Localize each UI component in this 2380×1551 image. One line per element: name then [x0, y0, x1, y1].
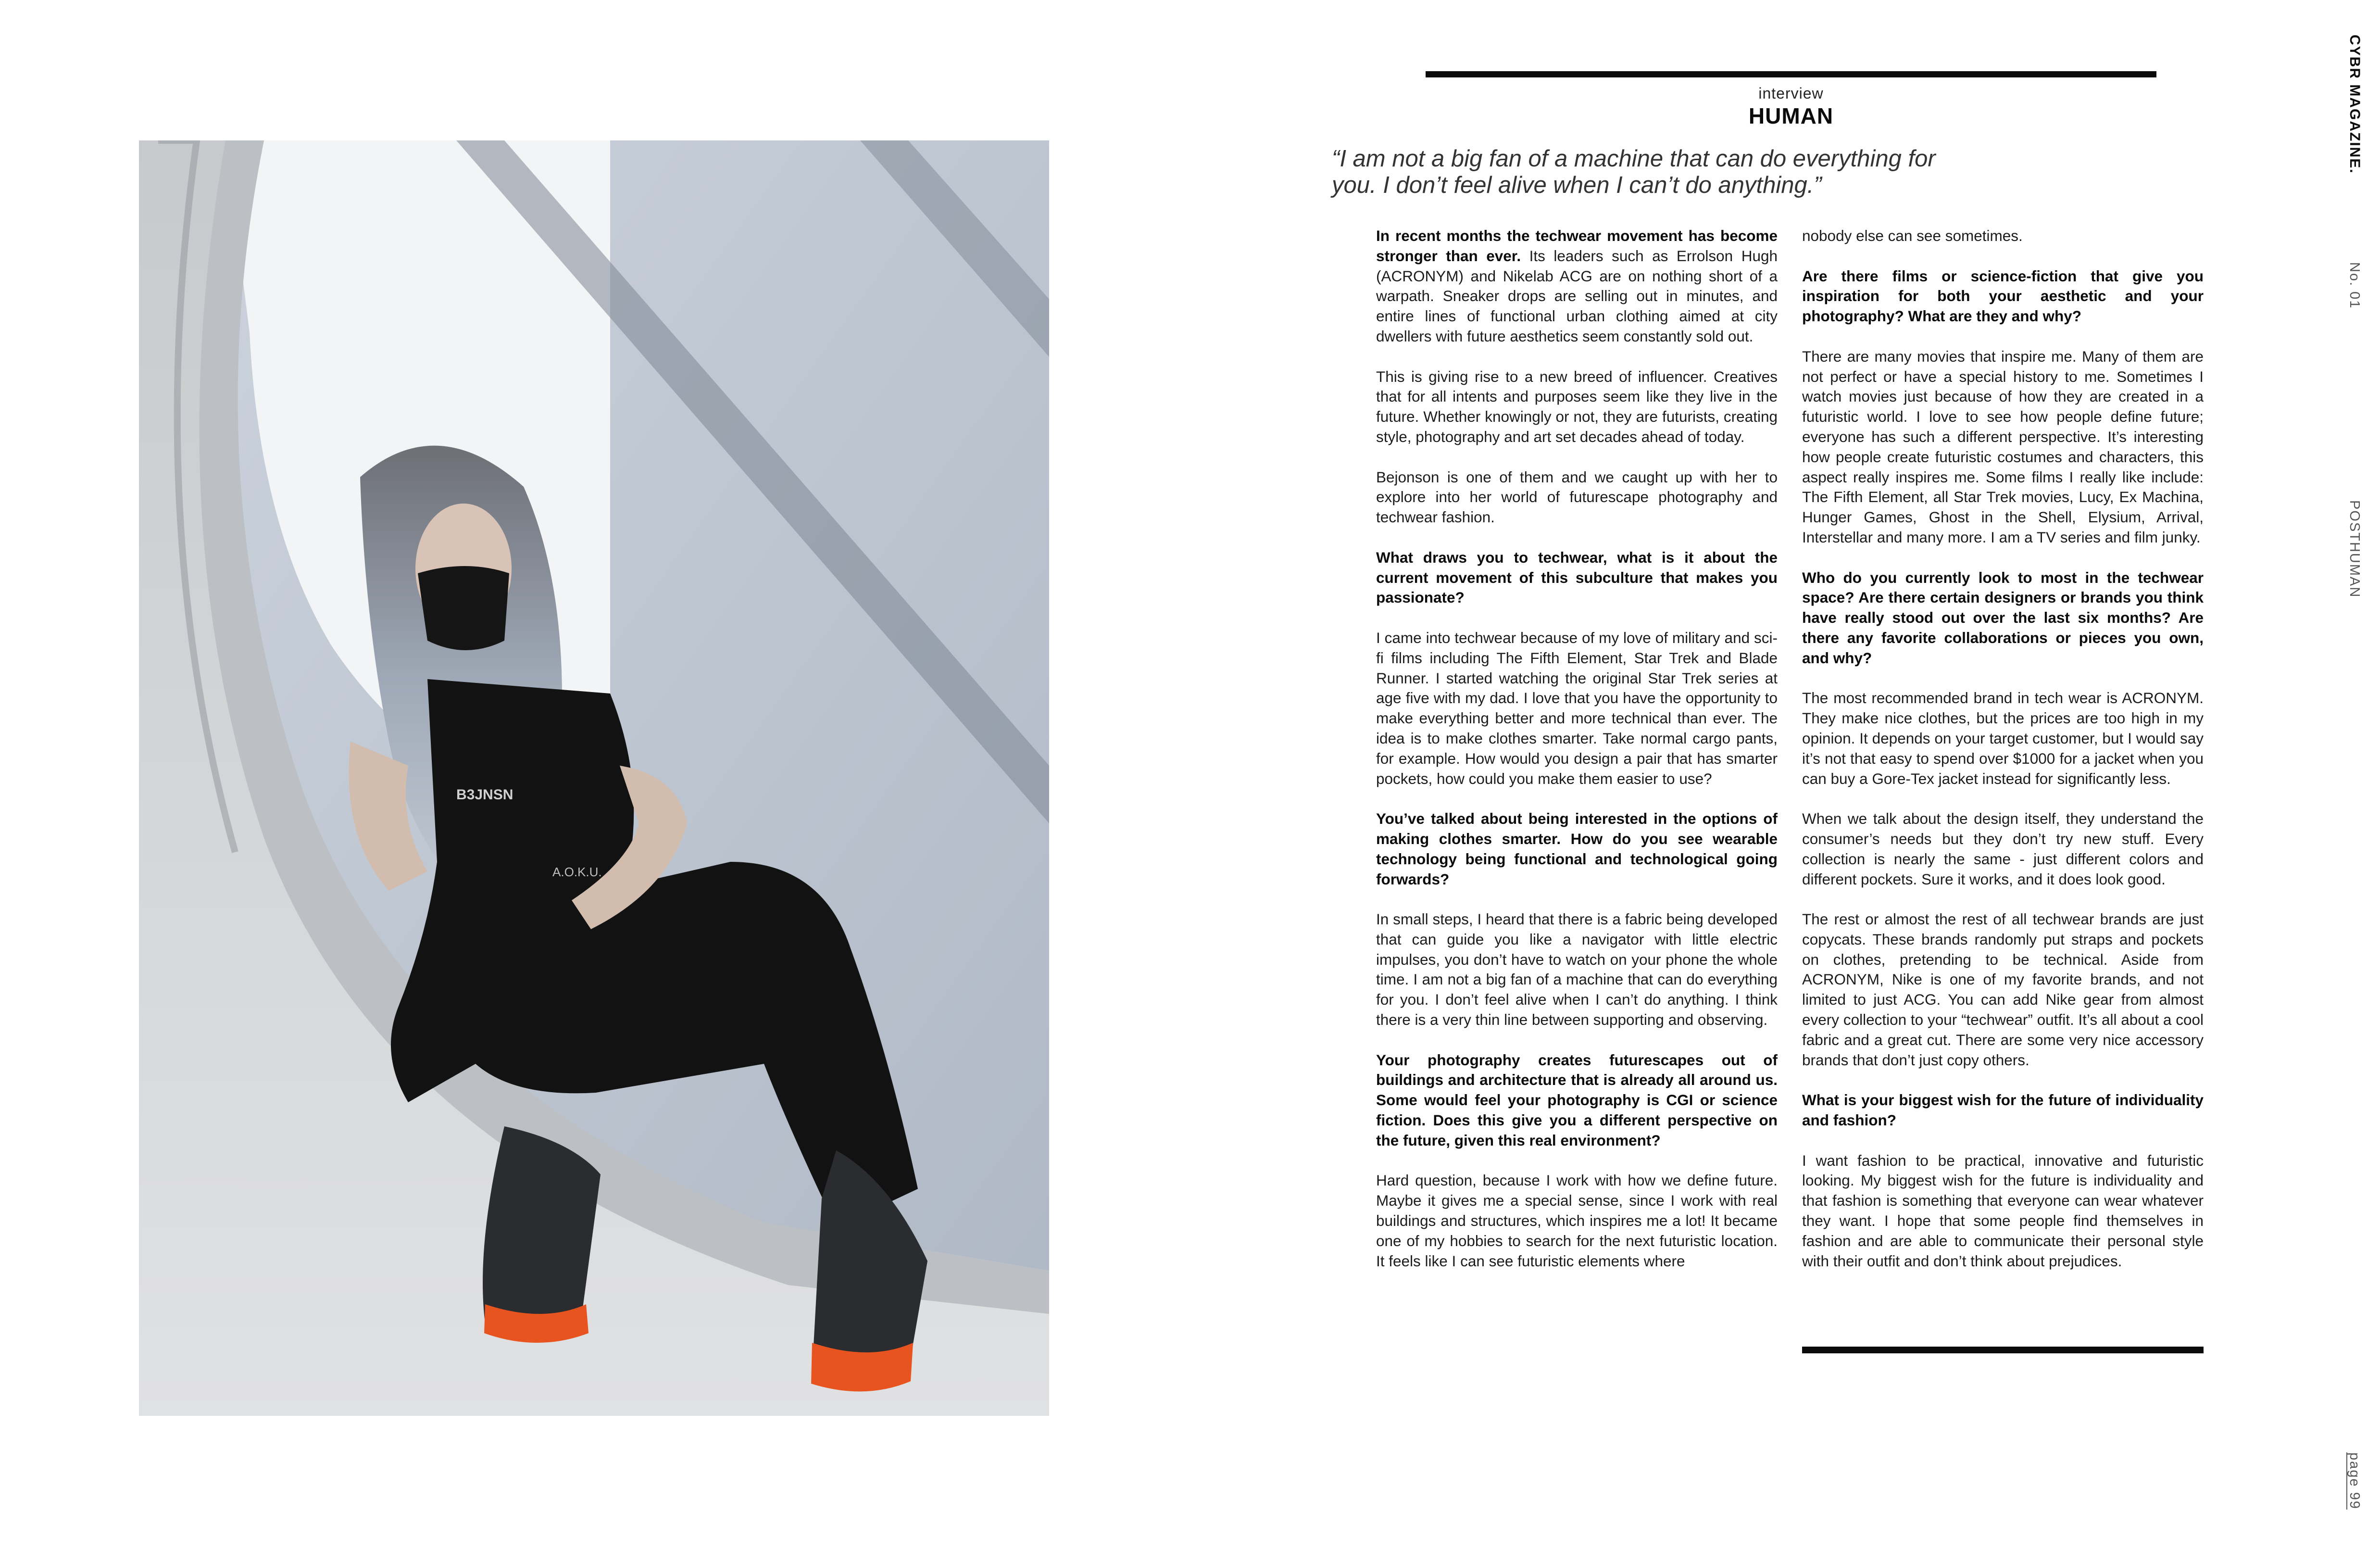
interview-question: What is your biggest wish for the future of individuality and fashion? [1802, 1091, 2204, 1129]
magazine-brand: CYBR MAGAZINE. [2347, 35, 2363, 174]
strap-print: A.O.K.U. [552, 865, 602, 879]
intro-paragraph [1376, 226, 1778, 347]
issue-number: No. 01 [2347, 262, 2362, 309]
interview-answer: Hard question, because I work with how we define future. Maybe it gives me a special sense, since I work with real buildings and structures, which inspires me a lot! It became one of my hobbies to search for the next futuristic location. It feels like I can see futuristic elements where [1376, 1172, 1778, 1270]
interview-answer: When we talk about the design itself, they understand the consumer’s needs but they don’t try new stuff. Every collection is nearly the same - just different colors and different pockets. Sure it works, and it does look good. [1802, 810, 2204, 888]
article-title: HUMAN [1748, 103, 1834, 128]
interview-answer: There are many movies that inspire me. Many of them are not perfect or have a special history to me. Sometimes I watch movies just because of how they are created in a futuristic world. I love to see how people define future; everyone has such a different perspective. It’s interesting how people create futuristic costumes and characters, this aspect really inspires me. Some films I really like include: The Fifth Element, all Star Trek movies, Lucy, Ex Machina, Hunger Games, Ghost in the Shell, Elysium, Arrival, Interstellar and many more. I am a TV series and film junky. [1802, 347, 2204, 546]
paragraph: Bejonson is one of them and we caught up with her to explore into her world of futurescape photography and techwear fashion. [1376, 468, 1778, 526]
end-rule [1802, 1347, 2204, 1353]
interview-answer: In small steps, I heard that there is a fabric being developed that can guide you like a navigator with little electric impulses, you don’t have to watch on your phone the whole time. I am not a big fan of a machine that can do everything for you. I don’t feel alive when I can’t do anything. I think there is a very thin line between supporting and observing. [1376, 910, 1778, 1029]
interview-question: Who do you currently look to most in the techwear space? Are there certain designers or brands you think have really stood out over the last six months? Are there any favorite collaborations or pieces you own, and why? [1802, 568, 2204, 667]
interview-answer: The rest or almost the rest of all techwear brands are just copycats. These brands randomly put straps and pockets on clothes, pretending to be technical. Aside from ACRONYM, Nike is one of my favorite brands, and not limited to just ACG. You can add Nike gear from almost every collection to your “techwear” outfit. It’s all about a cool fabric and a great cut. There are some very nice accessory brands that don’t just copy others. [1802, 910, 2204, 1069]
interview-answer: The most recommended brand in tech wear is ACRONYM. They make nice clothes, but the prices are too high in my opinion. It depends on your target customer, but I would say it’s not that easy to spend over $1000 for a jacket when you can buy a Gore-Tex jacket instead for significantly less. [1802, 689, 2204, 787]
interview-question: Your photography creates futurescapes out of buildings and architecture that is already all around us. Some would feel your photography is CGI or science fiction. Does this give you a different perspective on the future, given this real environment? [1376, 1051, 1778, 1149]
interview-question: What draws you to techwear, what is it about the current movement of this subculture that makes you passionate? [1376, 548, 1778, 606]
section-name: POSTHUMAN [2347, 500, 2362, 598]
page-number: page 99 [2347, 1452, 2362, 1510]
interview-answer: I came into techwear because of my love of military and sci-fi films including The Fifth Element, Star Trek and Blade Runner. I started watching the original Star Trek series at age five with my dad. I love that you have the opportunity to make everything better and more technical than ever. The idea is to make clothes smarter. Take normal cargo pants, for example. How would you design a pair that has smarter pockets, how could you make them easier to use? [1376, 629, 1778, 787]
photo-illustration [139, 140, 1049, 1416]
interview-question: Are there films or science-fiction that give you inspiration for both your aesthetic and your photography? What are they and why? [1802, 267, 2204, 325]
text-column-right [1802, 226, 2204, 1291]
portrait-photo [139, 140, 1049, 1416]
shirt-print: B3JNSN [456, 787, 514, 803]
interview-answer: nobody else can see sometimes. [1802, 227, 2023, 244]
pull-quote: “I am not a big fan of a machine that can do everything for you. I don’t feel alive when I can’t do anything.” [1332, 146, 1936, 198]
paragraph: This is giving rise to a new breed of influencer. Creatives that for all intents and purposes seem like they live in the future. Whether knowingly or not, they are futurists, creating style, photography and art set decades ahead of today. [1376, 367, 1778, 445]
text-column-left [1376, 226, 1778, 1291]
intro-rest: Its leaders such as Errolson Hugh (ACRONYM) and Nikelab ACG are on nothing short of a warpath. Sneaker drops are selling out in minutes, and entire lines of functional urban clothing aimed at city dwellers with future aesthetics seem constantly sold out. [1376, 247, 1778, 345]
top-rule [1426, 71, 2156, 77]
intro-lead: In recent months the techwear movement has become stronger than ever. [1376, 227, 1778, 265]
interview-question: You’ve talked about being interested in the options of making clothes smarter. How do you see wearable technology being functional and technological going forwards? [1376, 810, 1778, 888]
section-kicker: interview [1758, 85, 1824, 102]
interview-answer: I want fashion to be practical, innovative and futuristic looking. My biggest wish for the future is individuality and that fashion is something that everyone can wear whatever they want. I hope that some people find themselves in fashion and are able to communicate their personal style with their outfit and don’t think about prejudices. [1802, 1151, 2204, 1270]
